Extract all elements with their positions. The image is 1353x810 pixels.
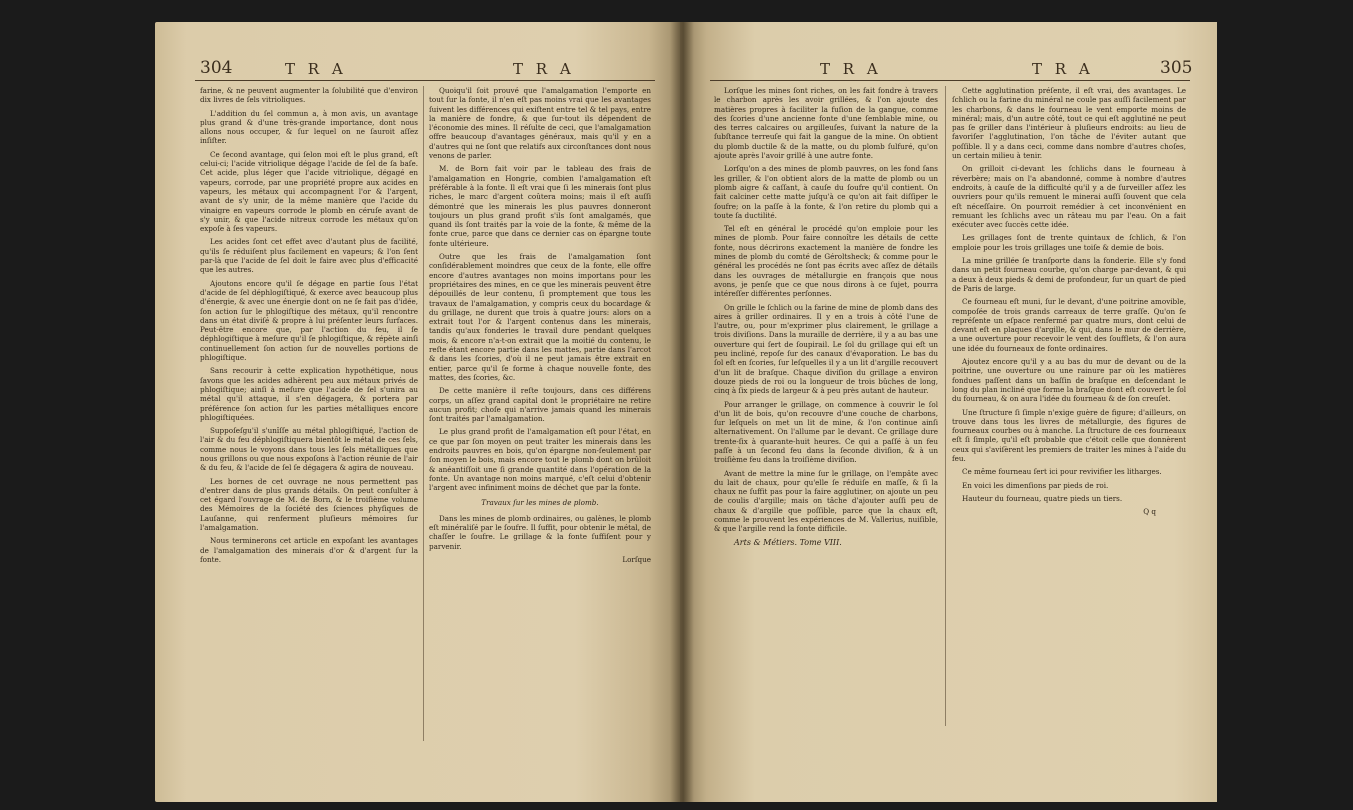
paragraph: M. de Born fait voir par le tableau des frais de l'amalgamation en Hongrie, combien l'amalgamation eſt préférable à la fonte. Il eſt vrai que ſi les minerais ſont plus riches, le marc d'argent coûtera moins; mais il eſt auſſi démontré que les minerais les plus pauvres donneront toujours un plus grand profit s'ils ſont amalgamés, que quand ils ſont traités par la voie de la fonte, & même de la fonte crue, parce que dans ce dernier cas on épargne toute fonte ultérieure.	[429, 164, 651, 248]
paragraph: Hauteur du fourneau, quatre pieds un tiers.	[962, 493, 1123, 503]
paragraph: Quoiqu'il ſoit prouvé que l'amalgamation l'emporte en tout ſur la fonte, il n'en eſt pas moins vrai que les avantages ſuivent les différences qui exiſtent entre tel & tel pays, entre la manière de fondre, & que ſur-tout ils dépendent de l'économie des mines. Il réſulte de ceci, que l'amalgamation offre beaucoup d'avantages généraux, mais qu'il y en a d'autres qui ne ſont que relatifs aux circonſtances dont nous venons de parler.	[429, 86, 651, 161]
column-divider	[423, 86, 424, 741]
paragraph: Les acides ſont cet effet avec d'autant plus de facilité, qu'ils ſe réduiſent plus facilement en vapeurs; & l'on ſent par-là que l'acide de ſel doit le faire avec plus d'efficacité que les autres.	[200, 237, 418, 275]
paragraph: On grille le ſchlich ou la farine de mine de plomb dans des aires à griller ordinaires. Il y en a trois à côté l'une de l'autre, ou, pour m'exprimer plus clairement, le grillage a trois diviſions. Dans la muraille de derrière, il y a au bas une ouverture qui ſert de ſoupirail. Le ſol du grillage qui eſt un peu incliné, repoſe ſur des canaux d'évaporation. Le bas du ſol eſt en ſcories, ſur leſquelles il y a un lit d'argille recouvert d'un lit de braſque. Chaque diviſion du grillage a environ douze pieds de roi ou la longueur de trois bûches de long, cinq à ſix pieds de largeur & à peu près autant de hauteur.	[714, 302, 938, 396]
paragraph: Ce même fourneau ſert ici pour revivifier les litharges.	[962, 467, 1162, 477]
left-column-2	[429, 86, 651, 564]
paragraph: Pour arranger le grillage, on commence à couvrir le ſol d'un lit de bois, qu'on recouvre d'une couche de charbons, ſur leſquels on met un lit de mine, & l'on continue ainſi alternativement. On l'allume par le devant. Ce grillage dure trente-ſix à quarante-huit heures. Ce qui a paſſé à un feu paſſe à un ſecond feu dans la ſeconde diviſion, & à un troiſième feu dans la troiſième diviſion.	[714, 399, 938, 465]
paragraph: Cette agglutination préſente, il eſt vrai, des avantages. Le ſchlich ou la farine du minéral ne coule pas auſſi facilement par les charbons, & dans le fourneau le vent emporte moins de minéral; mais, d'un autre côté, tout ce qui eſt agglutiné ne peut pas ſe griller dans l'intérieur à pluſieurs endroits: au lieu de favoriſer l'agglutination, l'on tâche de l'éviter autant que poſſible. Il y a dans ceci, comme dans nombre d'autres choſes, un certain milieu à tenir.	[952, 86, 1186, 161]
paragraph: Suppoſeſgu'il s'unîſſe au métal phlogiſtiqué, l'action de l'air & du feu déphlogiſtiquera bientôt le métal de ces ſels, comme nous le voyons dans tous les ſels métalliques que nous grillons ou que nous expoſons à l'action réunie de l'air & du feu, & l'acide de ſel ſe dégagera & agira de nouveau.	[200, 426, 418, 473]
paragraph: Une ſtructure ſi ſimple n'exige guère de figure; d'ailleurs, on trouve dans tous les livres de métallurgie, des figures de fourneaux courbes ou à manche. La ſtructure de ces fourneaux eſt ſi ſimple, qu'il eſt probable que c'étoit celle que donnèrent ceux qui s'aviſèrent les premiers de traiter les mines à l'aide du feu.	[952, 407, 1186, 463]
paragraph: Nous terminerons cet article en expoſant les avantages de l'amalgamation des minerais d'or & d'argent ſur la fonte.	[200, 536, 418, 564]
column-divider	[945, 86, 946, 726]
page-number: 304	[200, 58, 233, 78]
paragraph: farine, & ne peuvent augmenter la ſolubilité que d'environ dix livres de ſels vitrioliques.	[200, 86, 418, 105]
paragraph: Le plus grand profit de l'amalgamation eſt pour l'état, en ce que par ſon moyen on peut traiter les minerais dans les endroits pauvres en bois, qu'on épargne non-ſeulement par ſon moyen le bois, mais encore tout le plomb dont on brûloit & anéantiſſoit une ſi grande quantité dans l'opération de la fonte. Un avantage non moins marqué, c'eſt celui d'obtenir l'argent avec infiniment moins de déchet que par la fonte.	[429, 427, 651, 493]
paragraph: L'addition du ſel commun a, à mon avis, un avantage plus grand & d'une très-grande importance, dont nous allons nous occuper, & ſur lequel on ne ſauroit aſſez inſiſter.	[200, 108, 418, 146]
footer-volume: Arts & Métiers. Tome VIII.	[734, 537, 842, 547]
running-head: T R A	[285, 60, 347, 78]
paragraph: Lorſqu'on a des mines de plomb pauvres, on les fond ſans les griller, & l'on obtient alors de la matte de plomb ou un plomb aigre & caſſant, à cauſe du ſoufre qu'il contient. On fait calciner cette matte juſqu'à ce qu'on ait fait diſſiper le ſoufre; on la paſſe à la fonte, & l'on retire du plomb qui a toute ſa ductilité.	[714, 164, 938, 220]
paragraph: Lorſque les mines ſont riches, on les fait fondre à travers le charbon après les avoir grillées, & l'on ajoute des matières propres à faciliter la fuſion de la gangue, comme des ſcories d'une ancienne fonte d'une ſemblable mine, ou des terres calcaires ou argilleuſes, ſuivant la nature de la ſubſtance terreuſe qui fait la gangue de la mine. On obtient du plomb ductile & de la matte, ou du plomb ſulfuré, qu'on ajoute après l'avoir grillé à une autre fonte.	[714, 86, 938, 161]
signature-mark: Q q	[1143, 507, 1156, 517]
running-head: T R A	[513, 60, 575, 78]
header-rule	[195, 80, 655, 81]
paragraph: La mine grillée ſe tranſporte dans la fonderie. Elle s'y fond dans un petit fourneau courbe, qu'on charge par-devant, & qui a deux à deux pieds & demi de profondeur, ſur un quart de pied de Paris de large.	[952, 256, 1186, 293]
left-page	[155, 22, 680, 802]
paragraph: Les bornes de cet ouvrage ne nous permettent pas d'entrer dans de plus grands détails. On peut conſulter à cet égard l'ouvrage de M. de Born, & le troiſième volume des Mémoires de la ſociété des ſciences phyſiques de Lauſanne, qui renferment pluſieurs mémoires ſur l'amalgamation.	[200, 476, 418, 533]
left-column-1	[200, 86, 418, 568]
paragraph: Dans les mines de plomb ordinaires, ou galènes, le plomb eſt minéraliſé par le ſoufre. Il ſuffit, pour obtenir le métal, de chaſſer le ſoufre. Le grillage & la fonte ſuffiſent pour y parvenir.	[429, 513, 651, 551]
paragraph: Avant de mettre la mine ſur le grillage, on l'empâte avec du lait de chaux, pour qu'elle ſe réduiſe en maſſe, & ſi la chaux ne ſuffit pas pour la faire agglutiner, on ajoute un peu de coulis d'argille; mais on tâche d'ajouter auſſi peu de chaux & d'argille que poſſible, parce que la chaux eſt, comme le prouvent les expériences de M. Vallerius, nuiſible, & que l'argille rend la fonte difficile.	[714, 468, 938, 534]
paragraph: Outre que les frais de l'amalgamation ſont conſidérablement moindres que ceux de la fonte, elle offre encore d'autres avantages non moins importans pour les propriétaires des mines, en ce que les minerais peuvent être dépouillés de leur contenu, ſi promptement que tous les travaux de l'amalgamation, y compris ceux du bocardage & du grillage, ne durent que trois à quatre jours: alors on a extrait tout l'or & l'argent contenus dans les minerais, tandis qu'aux fonderies le travail dure pendant quelques mois, & encore n'a-t-on extrait que la moitié du contenu, le reſte étant encore partie dans les mattes, partie dans l'arcot & dans les ſcories, d'où il ne peut jamais être extrait en entier, parce qu'il ſe forme à chaque nouvelle fonte, des mattes, des ſcories, &c.	[429, 252, 651, 382]
paragraph: Ce fourneau eſt muni, ſur le devant, d'une poitrine amovible, compoſée de trois grands carreaux de terre graſſe. Qu'on ſe repréſente un eſpace renfermé par quatre murs, dont celui de devant eſt en plaques d'argille, & qui, dans le mur de derrière, a une ouverture pour recevoir le vent des ſoufflets, & l'on aura une idée du fourneaux de fonte ordinaires.	[952, 297, 1186, 353]
paragraph: Sans recourir à cette explication hypothétique, nous ſavons que les acides adhèrent peu aux métaux privés de phlogiſtique; ainſi à meſure que l'acide de ſel s'unira au métal qu'il attaque, il s'en dégagera, & portera par préférence ſon action ſur les parties métalliques encore phlogiſtiquées.	[200, 366, 418, 422]
section-heading: Travaux ſur les mines de plomb.	[481, 498, 599, 508]
paragraph: De cette manière il reſte toujours, dans ces différens corps, un aſſez grand capital dont le propriétaire ne retire aucun profit; choſe qui n'arrive jamais quand les minerais ſont traités par l'amalgamation.	[429, 386, 651, 424]
book-spread	[155, 22, 1217, 802]
paragraph: Ajoutez encore qu'il y a au bas du mur de devant ou de la poitrine, une ouverture ou une rainure par où les matières fondues paſſent dans un baſſin de braſque en deſcendant le long du plan incliné que forme la braſque dont eſt couvert le ſol du fourneau, & on aura l'idée du fourneau & de ſon creuſet.	[952, 357, 1186, 404]
right-column-2	[952, 86, 1186, 516]
running-head: T R A	[820, 60, 882, 78]
paragraph: On grilloit ci-devant les ſchlichs dans le fourneau à réverbère; mais on l'a abandonné, comme à nombre d'autres endroits, à cauſe de la difficulté qu'il y a de ſurveiller aſſez les ouvriers pour qu'ils remuent le minerai auſſi ſouvent que cela eſt néceſſaire. On pourroit remédier à cet inconvénient en remuant les ſchlichs avec un râteau mu par l'eau. On a fait exécuter avec ſuccès cette idée.	[952, 164, 1186, 230]
right-page	[680, 22, 1217, 802]
header-rule	[710, 80, 1190, 81]
page-number: 305	[1160, 58, 1193, 78]
running-head: T R A	[1032, 60, 1094, 78]
paragraph: Ajoutons encore qu'il ſe dégage en partie ſous l'état d'acide de ſel déphlogiſtiqué, & exerce avec beaucoup plus d'énergie, & avec une énergie dont on ne ſe fait pas d'idée, ſon action ſur le phlogiſtique des métaux, qu'il rencontre dans un état diviſé & propre à lui préſenter leurs ſurfaces. Peut-être encore que, par l'action du feu, il ſe déphlogiſtique à meſure qu'il ſe phlogiſtique, & répète ainſi continuellement ſon action ſur de nouvelles portions de phlogiſtique.	[200, 278, 418, 363]
paragraph: Les grillages ſont de trente quintaux de ſchlich, & l'on emploie pour les trois grillages une toiſe & demie de bois.	[952, 233, 1186, 252]
paragraph: Ce ſecond avantage, qui ſelon moi eſt le plus grand, eſt celui-ci; l'acide vitriolique dégage l'acide de ſel de ſa baſe. Cet acide, plus léger que l'acide vitriolique, dégagé en vapeurs, corrode, par une propriété propre aux acides en vapeurs, les métaux qui accompagnent l'or & l'argent, avant de s'y unir, de la même manière que l'acide du vinaigre en vapeurs corrode le plomb en céruſe avant de s'y unir, & que l'acide nitreux corrode les métaux qu'on expoſe à ſes vapeurs.	[200, 149, 418, 234]
catchword: Lorſque	[622, 554, 651, 564]
paragraph: Tel eſt en général le procédé qu'on emploie pour les mines de plomb. Pour faire connoître les détails de cette fonte, nous décrirons exactement la manière de fondre les mines de plomb du comté de Géroltsheck; & comme pour le général les procédés ne ſont pas écrits avec aſſez de détails dans les ouvrages de métallurgie en françois que nous avons, je penſe que ce que nous dirons à ce ſujet, pourra intéreſſer différentes perſonnes.	[714, 224, 938, 299]
paragraph: En voici les dimenſions par pieds de roi.	[962, 480, 1109, 490]
right-column-1	[714, 86, 938, 547]
